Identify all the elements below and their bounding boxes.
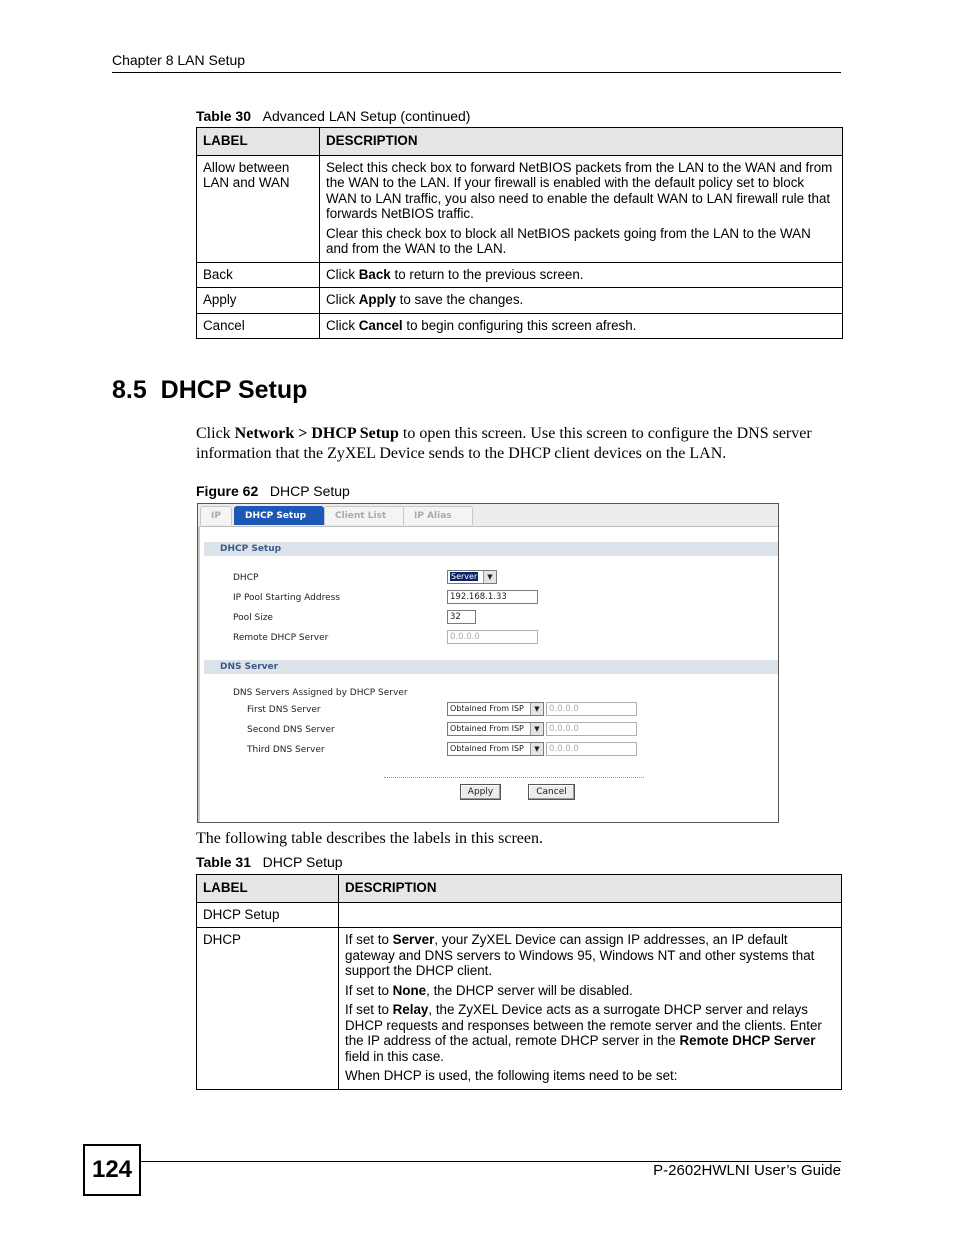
row-label: Allow between LAN and WAN	[197, 155, 320, 262]
text: to open this screen. Use this screen to configure the DNS server information that the ZyXEL Device sends to the DHCP client devices on the LAN.	[196, 425, 812, 462]
figure62-caption-number: Figure 62	[196, 483, 259, 499]
chevron-down-icon: ▼	[530, 743, 543, 755]
first-dns-ip-input[interactable]: 0.0.0.0	[546, 702, 637, 716]
description-paragraph: When DHCP is used, the following items need to be set:	[345, 1068, 678, 1083]
remote-dhcp-label: Remote DHCP Server	[233, 633, 329, 643]
tab-client-list[interactable]: Client List	[324, 506, 406, 525]
third-dns-mode: Obtained From ISP	[450, 744, 524, 753]
table30-col-description: DESCRIPTION	[320, 128, 843, 156]
header-rule	[112, 72, 841, 73]
row-label: Cancel	[197, 313, 320, 339]
pool-size-label: Pool Size	[233, 613, 273, 623]
pool-start-label: IP Pool Starting Address	[233, 593, 341, 603]
text: Click	[326, 266, 359, 282]
dns-server-band: DNS Server	[204, 660, 778, 674]
row-description	[339, 928, 842, 1090]
table31-header-row	[197, 875, 842, 903]
tab-bar	[198, 504, 778, 527]
dhcp-setup-screenshot	[197, 503, 779, 823]
first-dns-select[interactable]	[447, 702, 544, 716]
text: , the DHCP server will be disabled.	[426, 982, 633, 998]
table-row	[197, 902, 842, 928]
third-dns-select[interactable]	[447, 742, 544, 756]
text: , the ZyXEL Device acts as a surrogate DHCP server and relays DHCP requests and responses between the remote server and the clients. Enter the IP address of the actual, remote DHCP server in the	[345, 1002, 822, 1048]
frame-left-edge	[198, 526, 200, 822]
chapter-header: Chapter 8 LAN Setup	[112, 52, 246, 68]
second-dns-ip-input[interactable]: 0.0.0.0	[546, 722, 637, 736]
pool-start-input[interactable]: 192.168.1.33	[447, 590, 538, 604]
description-paragraph: Select this check box to forward NetBIOS packets from the LAN to the WAN and from the WAN to the LAN. If your firewall is enabled with the default policy set to block WAN to LAN traffic, you also need to enable the default WAN to LAN firewall rule that forwards NetBIOS traffic.	[326, 159, 833, 221]
row-label: DHCP Setup	[197, 902, 339, 928]
table30-caption-number: Table 30	[196, 108, 251, 124]
dhcp-setup-band: DHCP Setup	[204, 542, 778, 556]
table30-header-row	[197, 128, 843, 156]
second-dns-label: Second DNS Server	[247, 725, 335, 735]
tab-dhcp-setup[interactable]: DHCP Setup	[234, 506, 324, 525]
figure62-caption	[196, 483, 350, 499]
text: If set to	[345, 1002, 393, 1017]
first-dns-label: First DNS Server	[247, 705, 321, 715]
dns-assigned-label: DNS Servers Assigned by DHCP Server	[233, 688, 408, 698]
row-description	[320, 313, 843, 339]
bold-term: Remote DHCP Server	[679, 1033, 816, 1048]
table30	[196, 127, 843, 339]
menu-path: Network > DHCP Setup	[234, 425, 399, 442]
text: If set to	[345, 932, 393, 947]
text: Click	[196, 425, 235, 442]
description-paragraph	[345, 932, 835, 979]
section-heading: 8.5 DHCP Setup	[112, 376, 308, 404]
bold-term: Relay	[392, 1002, 429, 1017]
row-description	[339, 902, 842, 928]
table30-caption-title: Advanced LAN Setup (continued)	[262, 108, 471, 124]
intro-paragraph	[196, 424, 836, 464]
following-text: The following table describes the labels in this screen.	[196, 830, 544, 847]
pool-size-input[interactable]: 32	[447, 610, 476, 624]
chevron-down-icon: ▼	[530, 703, 543, 715]
text: to begin configuring this screen afresh.	[402, 317, 637, 333]
apply-button[interactable]: Apply	[460, 784, 501, 800]
third-dns-label: Third DNS Server	[247, 745, 325, 755]
chevron-down-icon: ▼	[483, 571, 496, 583]
bold-term: None	[392, 982, 427, 998]
tab-ip-alias[interactable]: IP Alias	[403, 506, 473, 525]
row-label: Apply	[197, 288, 320, 314]
table31	[196, 874, 842, 1090]
table-row	[197, 288, 843, 314]
bold-term: Back	[358, 266, 391, 282]
bold-term: Cancel	[358, 317, 403, 333]
text: field in this case.	[345, 1048, 444, 1064]
page-number: 124	[83, 1144, 141, 1196]
cancel-button[interactable]: Cancel	[528, 784, 575, 800]
bold-term: Server	[392, 932, 435, 947]
second-dns-select[interactable]	[447, 722, 544, 736]
third-dns-ip-input[interactable]: 0.0.0.0	[546, 742, 637, 756]
table-row	[197, 313, 843, 339]
table31-caption	[196, 854, 343, 870]
description-paragraph: Clear this check box to block all NetBIOS packets going from the LAN to the WAN and from the WAN to the LAN.	[326, 225, 811, 256]
text: Click	[326, 292, 359, 307]
text: , your ZyXEL Device can assign IP addresses, an IP default gateway and DNS servers to Windows 95, Windows NT and other systems that support the DHCP client.	[345, 932, 815, 978]
text: If set to	[345, 982, 393, 998]
table30-col-label: LABEL	[197, 128, 320, 156]
table31-col-description: DESCRIPTION	[339, 875, 842, 903]
table-row	[197, 928, 842, 1090]
text: to return to the previous screen.	[390, 266, 584, 282]
row-label: Back	[197, 262, 320, 288]
text: to save the changes.	[395, 292, 524, 307]
table31-caption-title: DHCP Setup	[262, 854, 343, 870]
first-dns-mode: Obtained From ISP	[450, 704, 524, 713]
description-paragraph	[345, 1002, 835, 1064]
second-dns-mode: Obtained From ISP	[450, 724, 524, 733]
row-description	[320, 155, 843, 262]
dhcp-label: DHCP	[233, 573, 259, 583]
description-paragraph	[345, 983, 835, 999]
table-row	[197, 262, 843, 288]
tab-ip[interactable]: IP	[200, 506, 232, 525]
chevron-down-icon: ▼	[530, 723, 543, 735]
dhcp-mode-value: Server	[451, 572, 478, 581]
figure62-caption-title: DHCP Setup	[269, 483, 350, 499]
dhcp-mode-select[interactable]	[447, 570, 497, 584]
guide-title: P-2602HWLNI User’s Guide	[653, 1162, 841, 1179]
row-label: DHCP	[197, 928, 339, 1090]
row-description	[320, 262, 843, 288]
text: Click	[326, 317, 359, 333]
row-description	[320, 288, 843, 314]
table31-col-label: LABEL	[197, 875, 339, 903]
dotted-divider	[384, 777, 644, 778]
remote-dhcp-input[interactable]: 0.0.0.0	[447, 630, 538, 644]
table31-caption-number: Table 31	[196, 854, 251, 870]
bold-term: Apply	[358, 292, 396, 307]
table-row	[197, 155, 843, 262]
table30-caption	[196, 108, 470, 124]
